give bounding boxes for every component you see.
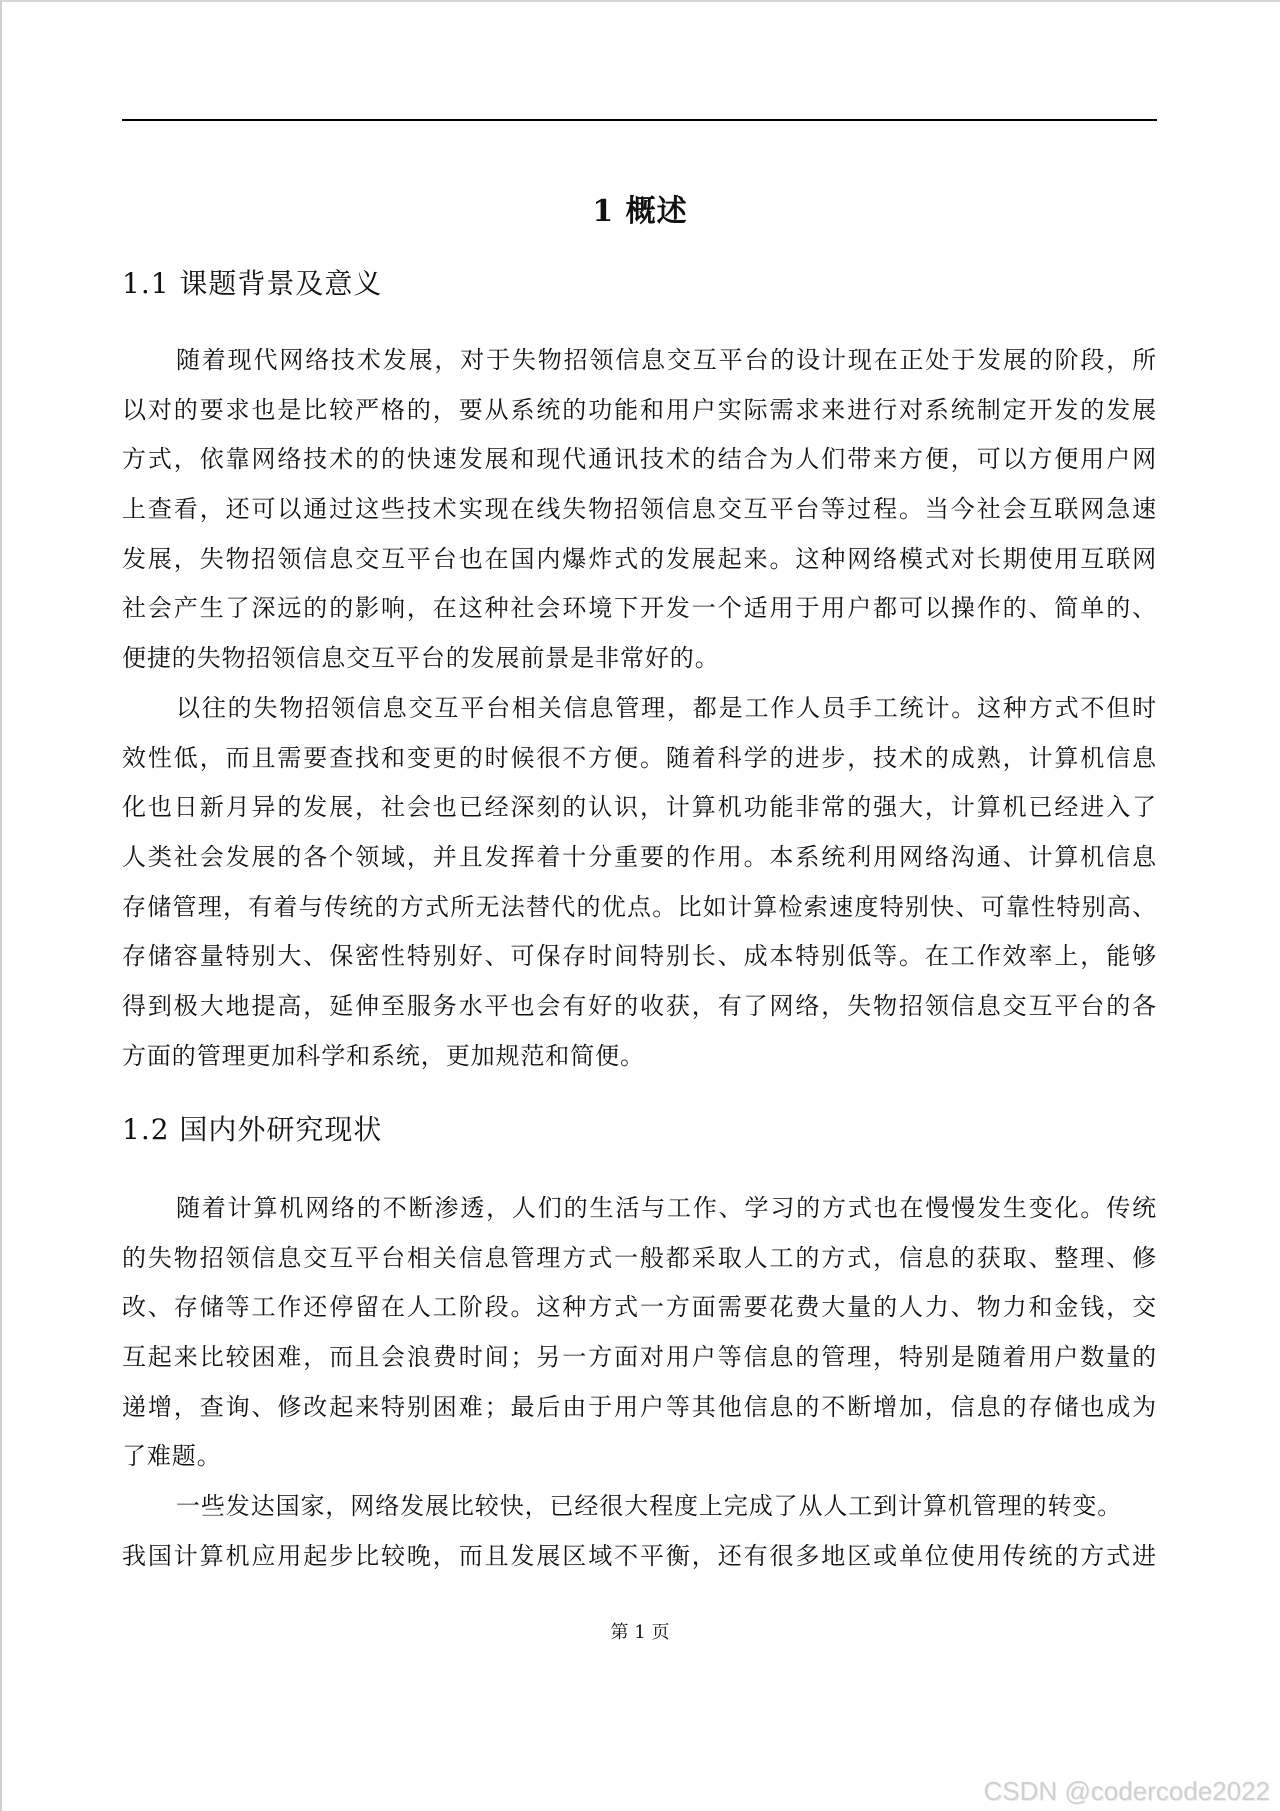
text-line: 随着现代网络技术发展，对于失物招领信息交互平台的设计现在正处于发展的阶段，所 (176, 346, 1157, 374)
text-line: 以往的失物招领信息交互平台相关信息管理，都是工作人员手工统计。这种方式不但时 (176, 694, 1157, 722)
text-line: 以对的要求也是比较严格的，要从系统的功能和用户实际需求来进行对系统制定开发的发展 (122, 395, 1157, 424)
paragraph (122, 336, 1157, 684)
text-line: 我国计算机应用起步比较晚，而且发展区域不平衡，还有很多地区或单位使用传统的方式进 (122, 1541, 1157, 1570)
text-line: 递增，查询、修改起来特别困难；最后由于用户等其他信息的不断增加，信息的存储也成为 (122, 1392, 1157, 1421)
paragraph (122, 684, 1157, 1082)
text-line: 人类社会发展的各个领域，并且发挥着十分重要的作用。本系统利用网络沟通、计算机信息 (122, 843, 1157, 872)
text-line: 效性低，而且需要查找和变更的时候很不方便。随着科学的进步，技术的成熟，计算机信息 (122, 743, 1157, 772)
paragraph (122, 1184, 1157, 1482)
section-title-1-2: 1.2 国内外研究现状 (122, 1113, 383, 1146)
text-line: 得到极大地提高，延伸至服务水平也会有好的收获，有了网络，失物招领信息交互平台的各 (122, 992, 1157, 1021)
section-title-1-1: 1.1 课题背景及意义 (122, 267, 383, 300)
text-line: 一些发达国家，网络发展比较快，已经很大程度上完成了从人工到计算机管理的转变。 (176, 1492, 1123, 1520)
text-line: 的失物招领信息交互平台相关信息管理方式一般都采取人工的方式，信息的获取、整理、修 (122, 1243, 1157, 1272)
text-line: 上查看，还可以通过这些技术实现在线失物招领信息交互平台等过程。当今社会互联网急速 (122, 495, 1157, 524)
text-line: 化也日新月异的发展，社会也已经深刻的认识，计算机功能非常的强大，计算机已经进入了 (122, 793, 1157, 822)
text-line: 存储管理，有着与传统的方式所无法替代的优点。比如计算检索速度特别快、可靠性特别高、 (122, 892, 1157, 921)
text-line: 改、存储等工作还停留在人工阶段。这种方式一方面需要花费大量的人力、物力和金钱，交 (122, 1293, 1157, 1322)
text-line: 了难题。 (122, 1442, 222, 1471)
text-line: 互起来比较困难，而且会浪费时间；另一方面对用户等信息的管理，特别是随着用户数量的 (122, 1343, 1157, 1372)
chapter-title: 1 概述 (592, 194, 688, 229)
header-rule (122, 119, 1157, 121)
text-line: 方式，依靠网络技术的的快速发展和现代通讯技术的结合为人们带来方便，可以方便用户网 (122, 445, 1157, 474)
text-line: 存储容量特别大、保密性特别好、可保存时间特别长、成本特别低等。在工作效率上，能够 (122, 942, 1157, 971)
text-line: 随着计算机网络的不断渗透，人们的生活与工作、学习的方式也在慢慢发生变化。传统 (176, 1194, 1157, 1222)
text-line: 社会产生了深远的的影响，在这种社会环境下开发一个适用于用户都可以操作的、简单的、 (122, 594, 1157, 623)
watermark: CSDN @codercode2022 (983, 1776, 1270, 1806)
page-number: 第 1 页 (610, 1622, 670, 1643)
paragraph (122, 1482, 1157, 1581)
text-line: 发展，失物招领信息交互平台也在国内爆炸式的发展起来。这种网络模式对长期使用互联网 (122, 544, 1157, 573)
text-line: 便捷的失物招领信息交互平台的发展前景是非常好的。 (122, 644, 720, 673)
text-line: 方面的管理更加科学和系统，更加规范和简便。 (122, 1041, 645, 1070)
